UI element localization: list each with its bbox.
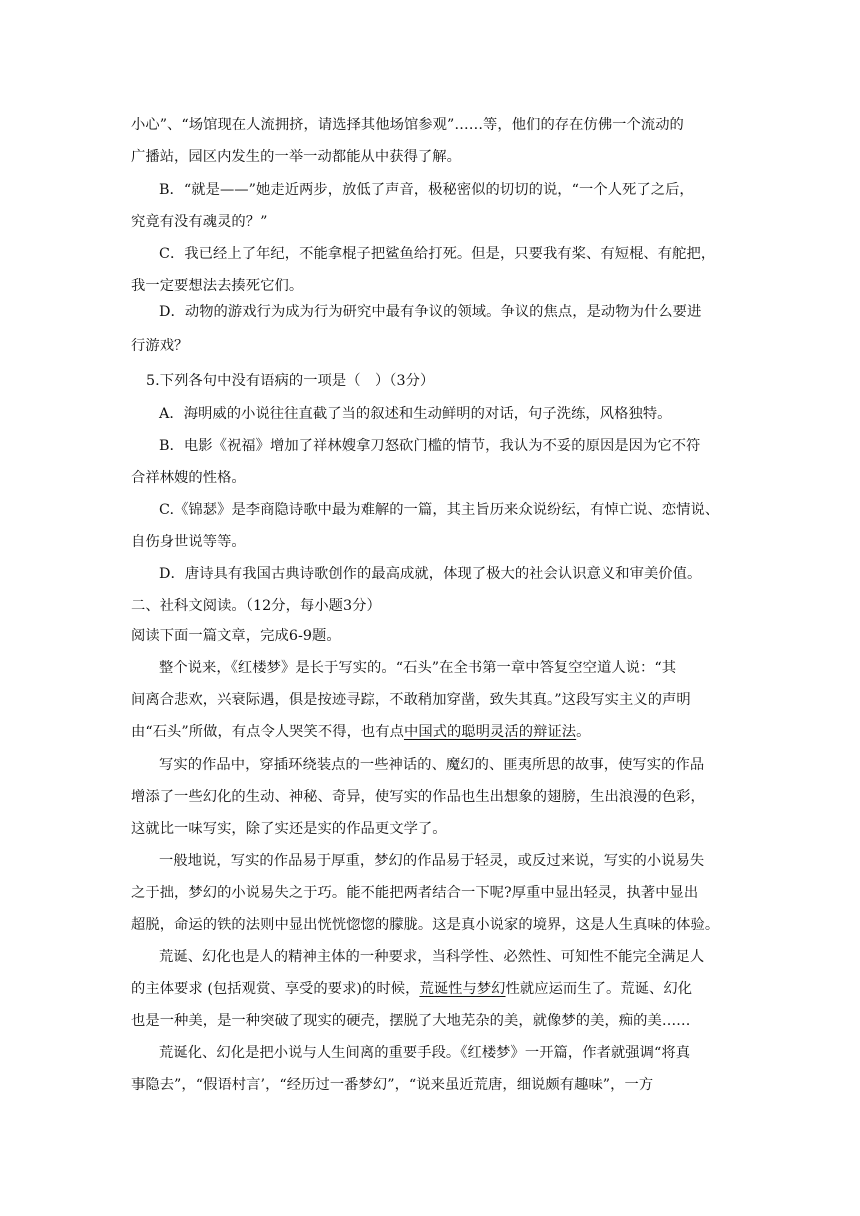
paragraph-line: 这就比一味写实，除了实还是实的作品更文学了。 [131, 821, 447, 837]
paragraph-line: 事隐去”，“假语村言’，“经历过一番梦幻”，“说来虽近荒唐，细说颇有趣味”，一方 [131, 1077, 654, 1093]
paragraph-line: 增添了一些幻化的生动、神秘、奇异，使写实的作品也生出想象的翅膀，生出浪漫的色彩， [131, 789, 705, 805]
section-heading: 二、社科文阅读。（12分，每小题3分） [131, 598, 381, 614]
paragraph-line: 一般地说，写实的作品易于厚重，梦幻的作品易于轻灵，或反过来说，写实的小说易失 [159, 853, 705, 869]
option-c-line: C.《锦瑟》是李商隐诗歌中最为难解的一篇，其主旨历来众说纷纭，有悼亡说、恋情说、 [159, 502, 720, 518]
paragraph-line: 也是一种美，是一种突破了现实的硬壳，摆脱了大地芜杂的美，就像梦的美，痴的美…… [131, 1013, 691, 1029]
underlined-phrase: 中国式的聪明灵活的辩证法 [403, 724, 577, 740]
text-span: 。 [576, 724, 591, 740]
question-5-stem: 5.下列各句中没有语病的一项是（ ）（3分） [146, 373, 435, 389]
underlined-phrase: 荒诞性与梦幻 [419, 981, 506, 997]
paragraph-line: 荒诞化、幻化是把小说与人生间离的重要手段。《红楼梦》一开篇，作者就强调“将真 [159, 1045, 691, 1061]
text-line: 小心”、“场馆现在人流拥挤，请选择其他场馆参观”……等，他们的存在仿佛一个流动的 [131, 117, 684, 133]
paragraph-line: 整个说来，《红楼梦》是长于写实的。“石头”在全书第一章中答复空空道人说：“其 [159, 660, 677, 676]
reading-instruction: 阅读下面一篇文章，完成6-9题。 [131, 628, 341, 644]
paragraph-line [131, 722, 591, 742]
text-line: 广播站，园区内发生的一举一动都能从中获得了解。 [131, 149, 461, 165]
option-d-line: D．动物的游戏行为成为行为研究中最有争议的领域。争议的焦点，是动物为什么要进 [159, 304, 702, 320]
option-b-line: B．“就是——”她走近两步，放低了声音，极秘密似的切切的说，“一个人死了之后， [159, 182, 694, 198]
paragraph-line: 间离合悲欢，兴衰际遇，俱是按迹寻踪，不敢稍加穿凿，致失其真。”这段写实主义的声明 [131, 692, 691, 708]
text-line: 行游戏？ [131, 338, 189, 354]
option-a-line: A．海明威的小说往往直截了当的叙述和生动鲜明的对话，句子洗练，风格独特。 [159, 406, 672, 422]
paragraph-line: 写实的作品中，穿插环绕装点的一些神话的、魔幻的、匪夷所思的故事，使写实的作品 [159, 757, 705, 773]
paragraph-line: 之于拙，梦幻的小说易失之于巧。能不能把两者结合一下呢?厚重中显出轻灵，执著中显出 [131, 885, 699, 901]
paragraph-line: 荒诞、幻化也是人的精神主体的一种要求，当科学性、必然性、可知性不能完全满足人 [159, 949, 705, 965]
text-line: 究竟有没有魂灵的？” [131, 214, 268, 230]
text-span: 由“石头”所做，有点令人哭笑不得，也有点 [131, 724, 404, 740]
paragraph-line: 超脱，命运的铁的法则中显出恍恍惚惚的朦胧。这是真小说家的境界，这是人生真味的体验。 [131, 917, 720, 933]
paragraph-line [131, 979, 692, 999]
option-b-line: B．电影《祝福》增加了祥林嫂拿刀怒砍门槛的情节，我认为不妥的原因是因为它不符 [159, 438, 701, 454]
text-span: 的主体要求 (包括观赏、享受的要求)的时候， [131, 981, 420, 997]
option-c-line: C．我已经上了年纪，不能拿棍子把鲨鱼给打死。但是，只要我有桨、有短棍、有舵把， [159, 246, 716, 262]
option-d-line: D．唐诗具有我国古典诗歌创作的最高成就，体现了极大的社会认识意义和审美价值。 [159, 566, 702, 582]
text-line: 自伤身世说等等。 [131, 534, 246, 550]
text-line: 合祥林嫂的性格。 [131, 470, 246, 486]
text-line: 我一定要想法去揍死它们。 [131, 278, 304, 294]
text-span: 性就应运而生了。荒诞、幻化 [505, 981, 693, 997]
